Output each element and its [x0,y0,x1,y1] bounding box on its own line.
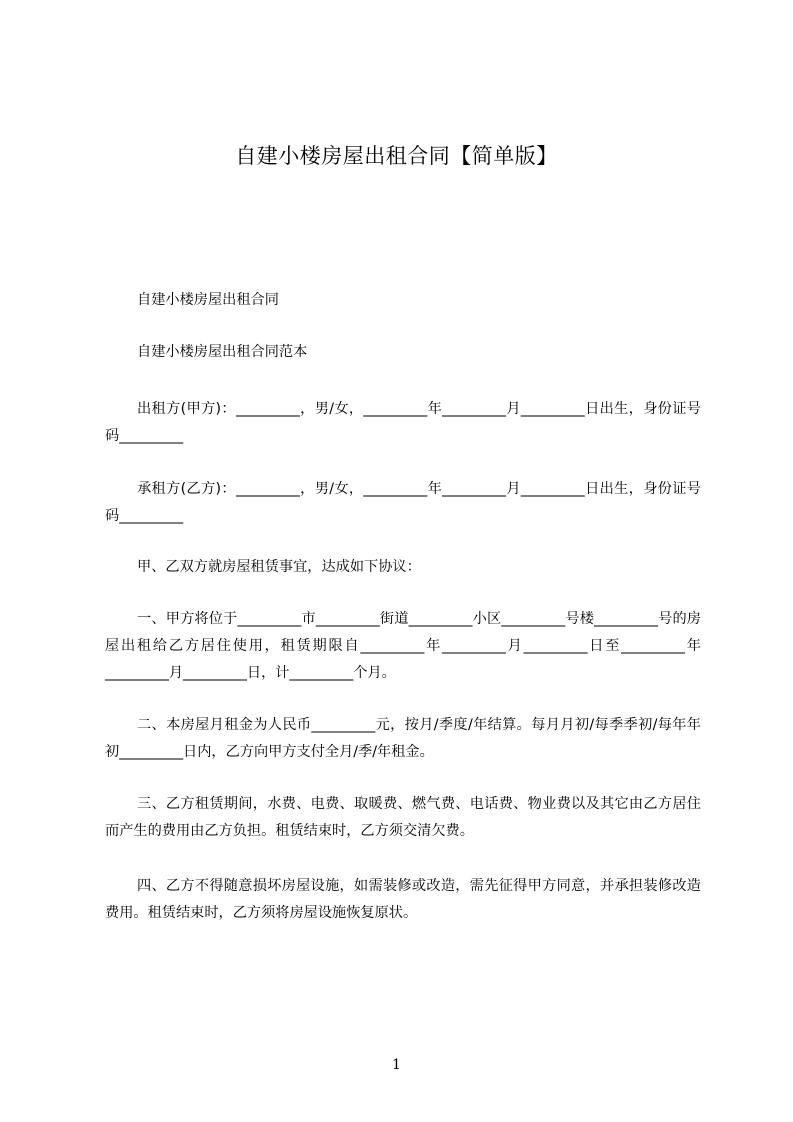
paragraph-lessor-info: 出租方(甲方)：_________，男/女，_________年_________月_________日出生，身份证号码_________ [105,401,701,444]
document-title: 自建小楼房屋出租合同【简单版】 [235,144,558,168]
page-number: 1 [392,1057,401,1073]
paragraph-agreement-intro: 甲、乙双方就房屋租赁事宜，达成如下协议： [137,559,421,575]
paragraph-contract-template: 自建小楼房屋出租合同范本 [137,344,308,360]
paragraph-contract-name: 自建小楼房屋出租合同 [137,292,279,308]
clause-4-property-damage: 四、乙方不得随意损坏房屋设施，如需装修或改造，需先征得甲方同意，并承担装修改造费用。租赁结束时，乙方须将房屋设施恢复原状。 [105,878,701,921]
clause-1-property-and-term: 一、甲方将位于_________市_________街道_________小区_________号楼_________号的房屋出租给乙方居住使用，租赁期限自_________年_________月_________日至_________年_________月_________日，计_________个月。 [105,611,701,681]
paragraph-lessee-info: 承租方(乙方)：_________，男/女，_________年_________月_________日出生，身份证号码_________ [105,481,701,524]
clause-2-rent-payment: 二、本房屋月租金为人民币_________元，按月/季度/年结算。每月月初/每季季初/每年年初_________日内，乙方向甲方支付全月/季/年租金。 [105,717,701,760]
clause-3-utility-fees: 三、乙方租赁期间，水费、电费、取暖费、燃气费、电话费、物业费以及其它由乙方居住而产生的费用由乙方负担。租赁结束时，乙方须交清欠费。 [105,796,701,839]
